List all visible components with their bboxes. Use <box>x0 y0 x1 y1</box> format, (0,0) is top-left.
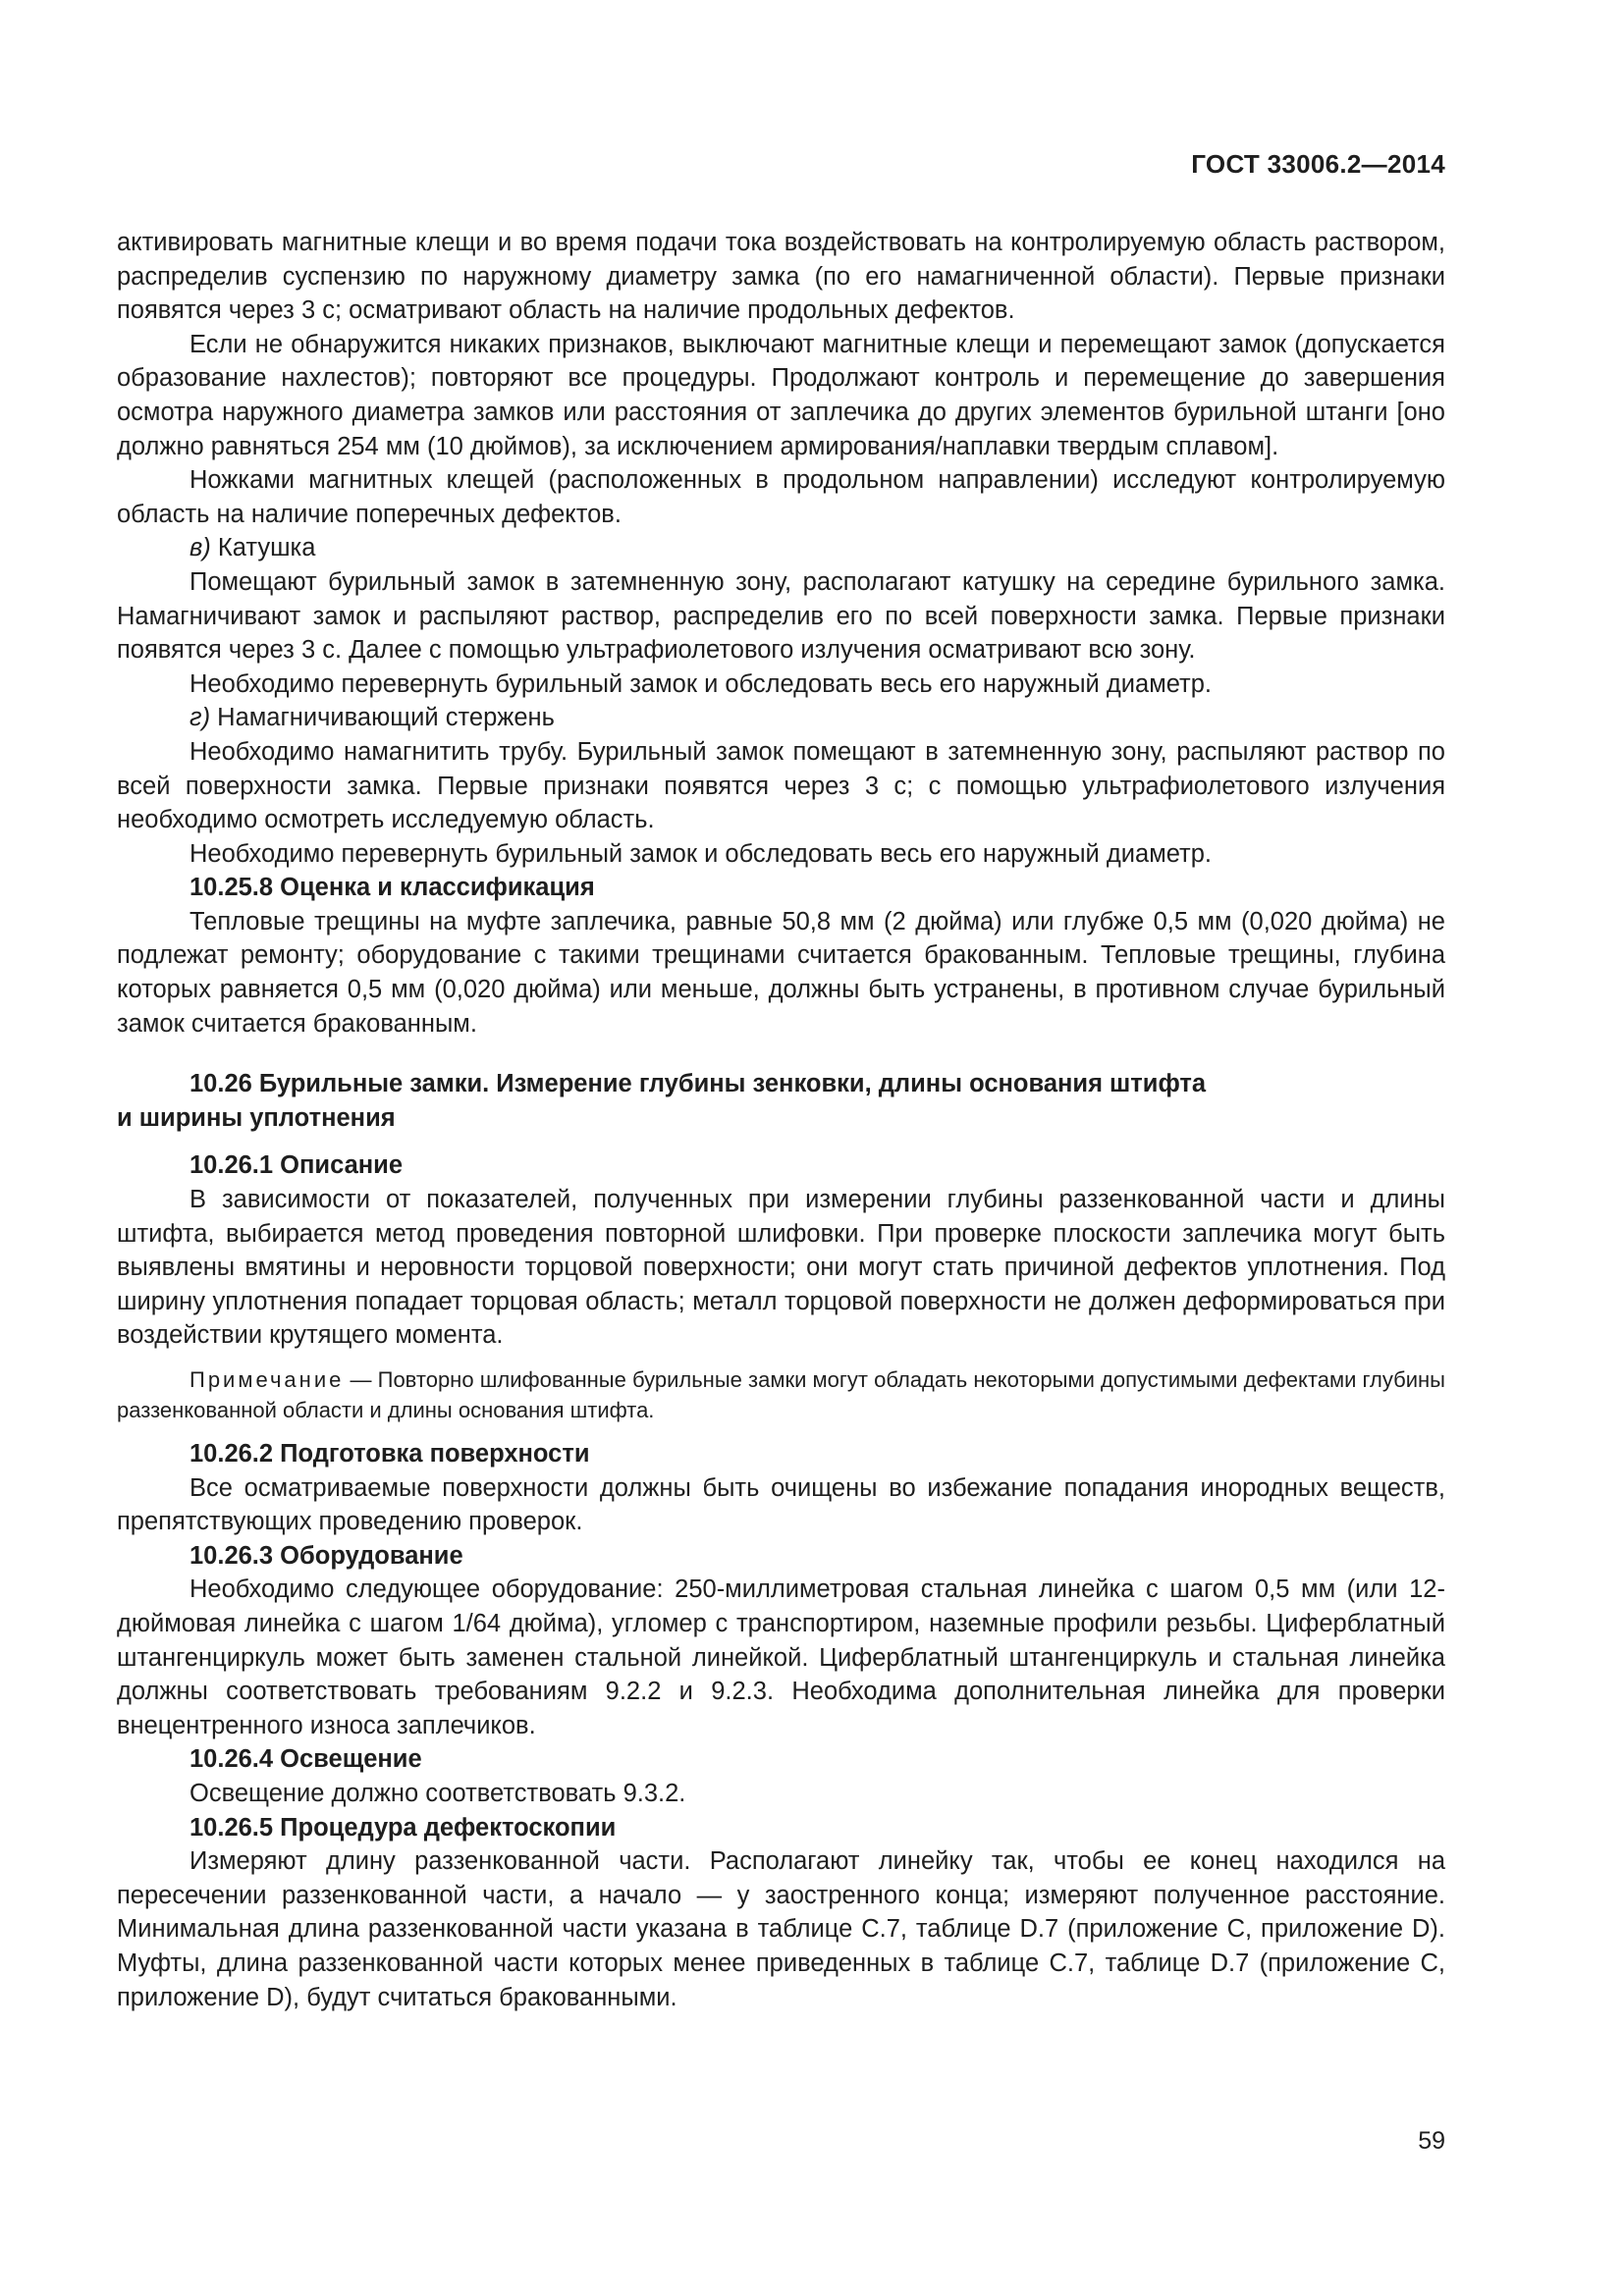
heading-line: 10.26 Бурильные замки. Измерение глубины зенковки, длины основания штифта <box>189 1070 1207 1098</box>
section-heading-10-25-8: 10.25.8 Оценка и классификация <box>189 874 595 902</box>
document-body <box>117 226 1445 2014</box>
document-code-header: ГОСТ 33006.2—2014 <box>1191 149 1445 179</box>
paragraph: Измеряют длину раззенкованной части. Располагают линейку так, чтобы ее конец находился на пересечении раззенкованной части, а начало — у заостренного конца; измеряют полученное расстояние. Минимальная длина раззенкованной части указана в таблице С.7, таблице D.7 (приложение С, приложение D). Муфты, длина раззенкованной части которых менее приведенных в таблице С.7, таблице D.7 (приложение С, приложение D), будут считаться бракованными. <box>117 1847 1445 2011</box>
paragraph: Необходимо перевернуть бурильный замок и обследовать весь его наружный диаметр. <box>189 839 1213 868</box>
paragraph: Помещают бурильный замок в затемненную зону, располагают катушку на середине бурильного замка. Намагничивают замок и распыляют раствор, распределив его по всей поверхности замка. Первые признаки появятся через 3 с. Далее с помощью ультрафиолетового излучения осматривают всю зону. <box>117 567 1445 665</box>
note <box>117 1364 1445 1425</box>
section-heading-10-26-3: 10.26.3 Оборудование <box>189 1541 463 1570</box>
paragraph: Освещение должно соответствовать 9.3.2. <box>189 1779 686 1807</box>
list-marker: г) <box>189 704 211 732</box>
section-heading-10-26-1: 10.26.1 Описание <box>189 1151 404 1180</box>
note-label: Примечание <box>189 1367 345 1392</box>
section-heading-10-26-2: 10.26.2 Подготовка поверхности <box>189 1440 590 1468</box>
paragraph: Если не обнаружится никаких признаков, выключают магнитные клещи и перемещают замок (допускается образование нахлестов); повторяют все процедуры. Продолжают контроль и перемещение до завершения осмотра наружного диаметра замков или расстояния от заплечика до других элементов бурильной штанги [оно должно равняться 254 мм (10 дюймов), за исключением армирования/наплавки твердым сплавом]. <box>117 330 1445 460</box>
page-number: 59 <box>1418 2127 1445 2155</box>
list-item-text: Намагничивающий стержень <box>217 704 555 732</box>
heading-line: и ширины уплотнения <box>117 1103 396 1132</box>
section-heading-10-26-4: 10.26.4 Освещение <box>189 1745 422 1774</box>
paragraph: Необходимо намагнитить трубу. Бурильный замок помещают в затемненную зону, распыляют раствор по всей поверхности замка. Первые признаки появятся через 3 с; с помощью ультрафиолетового излучения необходимо осмотреть исследуемую область. <box>117 737 1445 834</box>
paragraph: Тепловые трещины на муфте заплечика, равные 50,8 мм (2 дюйма) или глубже 0,5 мм (0,020 дюйма) не подлежат ремонту; оборудование с такими трещинами считается бракованным. Тепловые трещины, глубина которых равняется 0,5 мм (0,020 дюйма) или меньше, должны быть устранены, в противном случае бурильный замок считается бракованным. <box>117 907 1445 1038</box>
note-text: — Повторно шлифованные бурильные замки могут обладать некоторыми допустимыми дефектами глубины раззенкованной области и длины основания штифта. <box>117 1367 1445 1422</box>
paragraph: Необходимо перевернуть бурильный замок и обследовать весь его наружный диаметр. <box>189 669 1213 698</box>
list-item-v <box>117 531 1445 565</box>
list-item-text: Катушка <box>217 534 316 562</box>
paragraph: Необходимо следующее оборудование: 250-миллиметровая стальная линейка с шагом 0,5 мм (или 12-дюймовая линейка с шагом 1/64 дюйма), угломер с транспортиром, наземные профили резьбы. Циферблатный штангенциркуль может быть заменен стальной линейкой. Циферблатный штангенциркуль и стальная линейка должны соответствовать требованиям 9.2.2 и 9.2.3. Необходима дополнительная линейка для проверки внецентренного износа заплечиков. <box>117 1575 1445 1739</box>
section-heading-10-26 <box>117 1067 1445 1135</box>
paragraph: Ножками магнитных клещей (расположенных в продольном направлении) исследуют контролируемую область на наличие поперечных дефектов. <box>117 466 1445 528</box>
list-item-g <box>117 701 1445 735</box>
paragraph: В зависимости от показателей, полученных при измерении глубины раззенкованной части и длины штифта, выбирается метод проведения повторной шлифовки. При проверке плоскости заплечика могут быть выявлены вмятины и неровности торцовой поверхности; они могут стать причиной дефектов уплотнения. Под ширину уплотнения попадает торцовая область; металл торцовой поверхности не должен деформироваться при воздействии крутящего момента. <box>117 1186 1445 1350</box>
section-heading-10-26-5: 10.26.5 Процедура дефектоскопии <box>189 1813 617 1842</box>
paragraph: Все осматриваемые поверхности должны быть очищены во избежание попадания инородных веществ, препятствующих проведению проверок. <box>117 1473 1445 1536</box>
paragraph: активировать магнитные клещи и во время подачи тока воздействовать на контролируемую область раствором, распределив суспензию по наружному диаметру замка (по его намагниченной области). Первые признаки появятся через 3 с; осматривают область на наличие продольных дефектов. <box>117 229 1445 325</box>
list-marker: в) <box>189 534 211 562</box>
